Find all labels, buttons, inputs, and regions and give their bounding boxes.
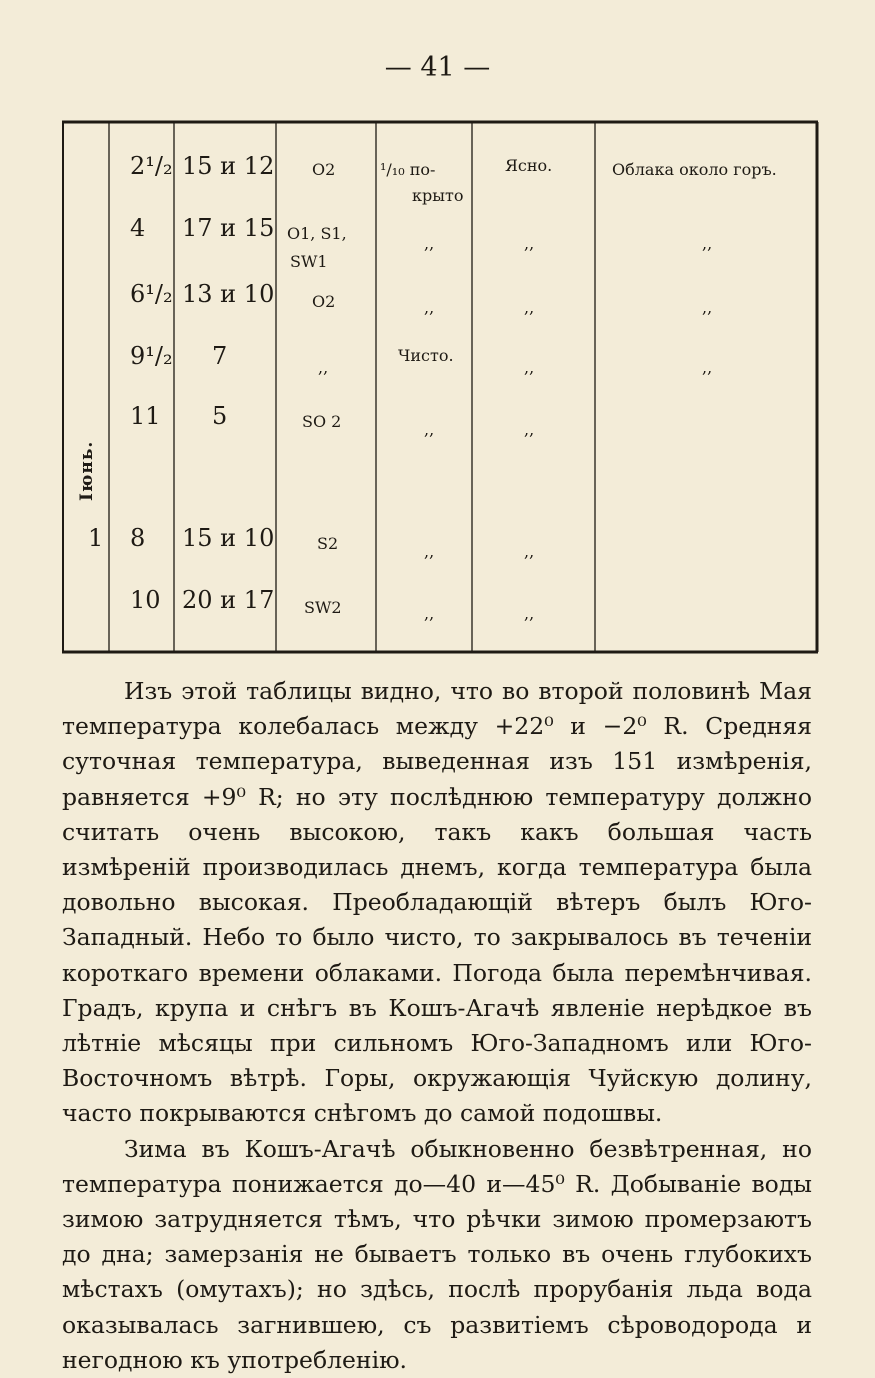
temp-cell: 15 и 12 [182,152,275,180]
wind-cell: O2 [312,160,336,179]
hour-cell: 4 [130,214,146,242]
cloud-cell: ,, [424,420,435,439]
hour-cell: 2¹/₂ [130,152,173,180]
cloud-cell: ,, [424,604,435,623]
hour-cell: 9¹/₂ [130,342,173,370]
paragraph: Зима въ Кошъ-Агачѣ обыкновенно безвѣтренная, но температура понижается до—40 и—45⁰ R. Добываніе воды зимою затрудняется тѣмъ, что рѣчки зимою промерзаютъ до дна; замерзанія не бываетъ только въ очень глубокихъ мѣстахъ (омутахъ); но здѣсь, послѣ прорубанія льда вода оказывалась загнившею, съ развитіемъ сѣроводорода и негодною къ употребленію. [62,1134,812,1374]
wind-cell: SW1 [290,252,328,271]
remarks-cell: ,, [702,234,713,253]
wind-cell: S2 [317,534,339,553]
sky-cell: Ясно. [505,156,553,175]
temp-cell: 15 и 10 [182,524,275,552]
cloud-cell: ,, [424,298,435,317]
wind-cell: SO 2 [302,412,342,431]
paragraph: Изъ этой таблицы видно, что во второй половинѣ Мая температура колебалась между +22⁰ и −2⁰ R. Средняя суточная температура, выведенная изъ 151 измѣренія, равняется +9⁰ R; но эту послѣднюю температуру должно считать очень высокою, такъ какъ большая часть измѣреній производилась днемъ, когда температура была довольно высокая. Преобладающій вѣтеръ былъ Юго-Западный. Небо то было чисто, то закрывалось въ теченіи короткаго времени облаками. Погода была перемѣнчивая. Градъ, крупа и снѣгъ въ Кошъ-Агачѣ явленіе нерѣдкое въ лѣтніе мѣсяцы при сильномъ Юго-Западномъ или Юго-Восточномъ вѣтрѣ. Горы, окружающія Чуйскую долину, часто покрываются снѣгомъ до самой подошвы. [62,677,812,1128]
cloud-cell: ,, [424,234,435,253]
cloud-cell: Чисто. [398,346,454,365]
page-number: — 41 — [384,52,491,83]
temp-cell: 13 и 10 [182,280,275,308]
wind-cell: SW2 [304,598,342,617]
weather-table [62,118,820,656]
temp-cell: 7 [212,342,228,370]
cloud-cell: крыто [412,186,464,205]
temp-cell: 17 и 15 [182,214,275,242]
hour-cell: 6¹/₂ [130,280,173,308]
remarks-cell: ,, [702,298,713,317]
sky-cell: ,, [524,542,535,561]
hour-cell: 10 [130,586,161,614]
sky-cell: ,, [524,298,535,317]
hour-cell: 11 [130,402,161,430]
month-label: Іюнь. [77,440,97,501]
temp-cell: 5 [212,402,228,430]
hour-cell: 8 [130,524,146,552]
body-text [62,674,812,1378]
temp-cell: 20 и 17 [182,586,275,614]
sky-cell: ,, [524,358,535,377]
sky-cell: ,, [524,234,535,253]
day-cell: 1 [88,524,104,552]
cloud-cell: ¹/₁₀ по- [380,160,436,179]
wind-cell: O1, S1, [287,224,347,243]
remarks-cell: Облака около горъ. [612,160,777,179]
sky-cell: ,, [524,420,535,439]
wind-cell: ,, [318,358,329,377]
sky-cell: ,, [524,604,535,623]
cloud-cell: ,, [424,542,435,561]
remarks-cell: ,, [702,358,713,377]
wind-cell: O2 [312,292,336,311]
